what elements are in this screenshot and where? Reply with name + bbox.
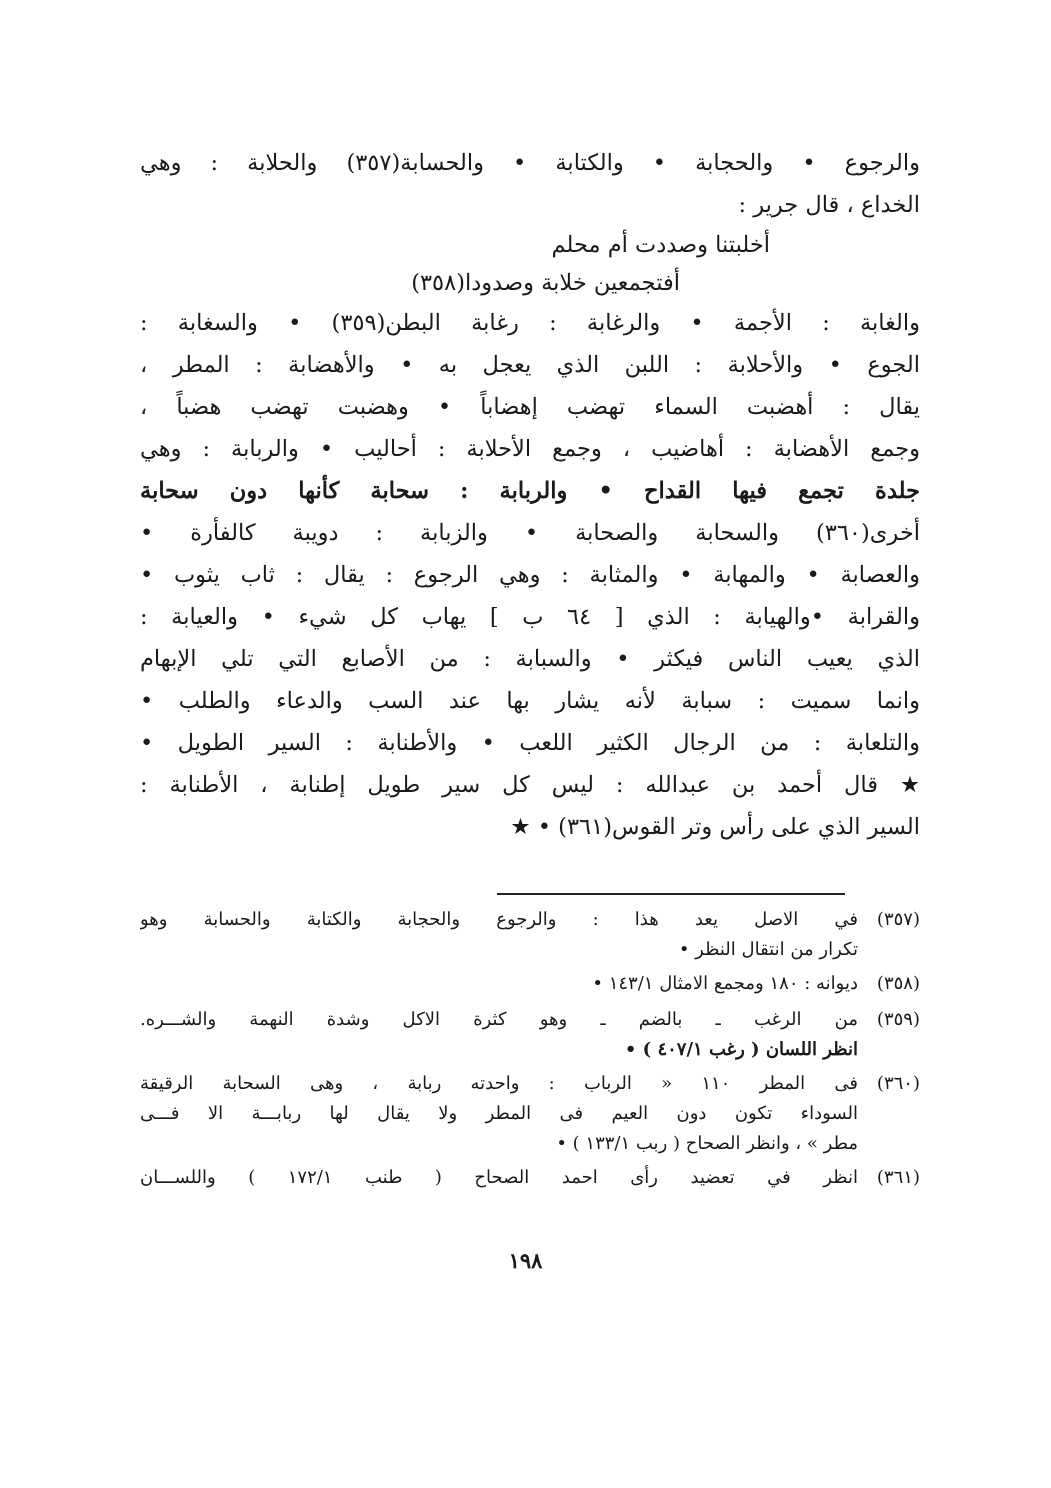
- footnote-number: (٣٦٠): [876, 1073, 920, 1094]
- footnote-line: تكرار من انتقال النظر •: [678, 939, 858, 960]
- footnote-358: [140, 969, 920, 999]
- text-line: والغابة : الأجمة • والرغابة : رغابة البطن(٣٥٩) • والسغابة :: [140, 310, 920, 336]
- footnote-line: مطر » ، وانظر الصحاح ( ربب ١٣٣/١ ) •: [556, 1133, 858, 1154]
- text-line: والقرابة •والهيابة : الذي [ ٦٤ ب ] يهاب كل شيء • والعيابة :: [140, 604, 920, 630]
- page-number: ١٩٨: [508, 1248, 543, 1273]
- footnote-number: (٣٥٩): [876, 1009, 920, 1030]
- footnote-line: السوداء تكون دون العيم فى المطر ولا يقال لها ربابـــة الا فـــى: [140, 1103, 858, 1124]
- text-line: السير الذي على رأس وتر القوس(٣٦١) • ★: [510, 814, 920, 840]
- footnote-361: [140, 1163, 920, 1193]
- footnote-360: [140, 1069, 920, 1159]
- footnote-line: في الاصل يعد هذا : والرجوع والحجابة والكتابة والحسابة وهو: [140, 909, 858, 930]
- text-line: أخرى(٣٦٠) والسحابة والصحابة • والزبابة : دويبة كالفأرة •: [140, 520, 920, 546]
- footnote-line: ديوانه : ١٨٠ ومجمع الامثال ١٤٣/١ •: [592, 973, 858, 994]
- text-line: والرجوع • والحجابة • والكتابة • والحسابة(٣٥٧) والحلابة : وهي: [140, 150, 920, 176]
- text-line: والتلعابة : من الرجال الكثير اللعب • والأطنابة : السير الطويل •: [140, 730, 920, 756]
- text-line: والعصابة • والمهابة • والمثابة : وهي الرجوع : يقال : ثاب يثوب •: [140, 562, 920, 588]
- footnote-357: [140, 905, 920, 965]
- footnote-number: (٣٥٨): [876, 973, 920, 994]
- footnotes: [140, 905, 920, 1197]
- footnote-line: من الرغب ـ بالضم ـ وهو كثرة الاكل وشدة النهمة والشـــره.: [140, 1009, 858, 1030]
- text-line: ★ قال أحمد بن عبدالله : ليس كل سير طويل إطنابة ، الأطنابة :: [140, 772, 920, 798]
- footnote-line: فى المطر ١١٠ « الرباب : واحدته ربابة ، وهى السحابة الرقيقة: [140, 1073, 858, 1094]
- footnote-number: (٣٥٧): [876, 909, 920, 930]
- verse-line-1: أخلبتنا وصددت أم محلم: [551, 232, 770, 258]
- text-line: وانما سميت : سبابة لأنه يشار بها عند السب والدعاء والطلب •: [140, 688, 920, 714]
- footnote-359: [140, 1005, 920, 1065]
- text-line: جلدة تجمع فيها القداح • والربابة : سحابة كأنها دون سحابة: [140, 478, 920, 504]
- verse-line-2: أفتجمعين خلابة وصدودا(٣٥٨): [411, 270, 680, 296]
- footnote-line: انظر اللسان ( رغب ٤٠٧/١ ) •: [624, 1039, 858, 1060]
- text-line: يقال : أهضبت السماء تهضب إهضاباً • وهضبت تهضب هضباً ،: [140, 394, 920, 420]
- footnote-line: انظر في تعضيد رأى احمد الصحاح ( طنب ١٧٢/١ ) واللســـان: [140, 1167, 858, 1188]
- text-line: الجوع • والأحلابة : اللبن الذي يعجل به • والأهضابة : المطر ،: [140, 352, 920, 378]
- text-line: الخداع ، قال جرير :: [738, 192, 920, 218]
- text-line: الذي يعيب الناس فيكثر • والسبابة : من الأصابع التي تلي الإبهام: [140, 646, 920, 672]
- text-line: وجمع الأهضابة : أهاضيب ، وجمع الأحلابة : أحاليب • والربابة : وهي: [140, 436, 920, 462]
- footnote-number: (٣٦١): [876, 1167, 920, 1188]
- main-text: [140, 142, 920, 848]
- footnote-divider: [497, 893, 845, 895]
